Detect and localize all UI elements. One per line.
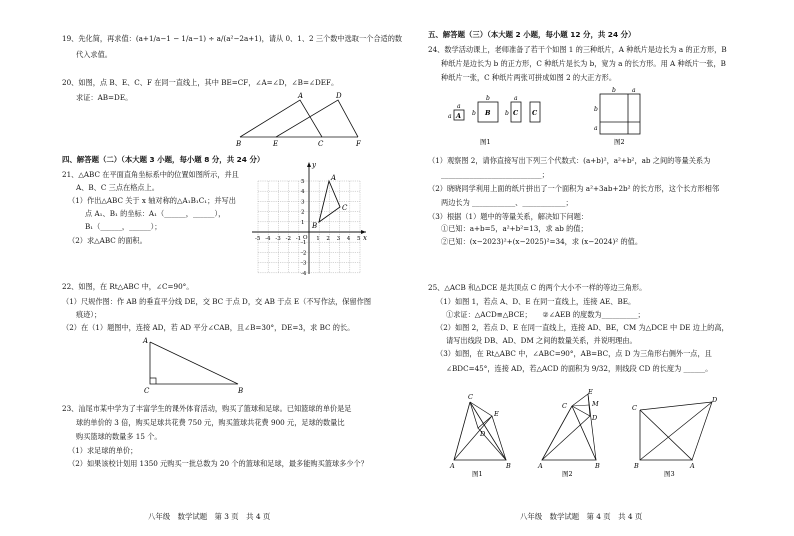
q23-line4: （1）求足球的单价； xyxy=(68,446,138,455)
q24-part3-line2: ①已知：a+b=5，a²+b²=13，求 ab 的值； xyxy=(441,224,588,233)
q24-part2-line1: （2）晓晓同学利用上面的纸片拼出了一个面积为 a²+3ab+2b² 的长方形，这个长方形相邻 xyxy=(428,184,720,193)
grid-x-tick: 1 xyxy=(316,236,320,242)
section-3-heading: 五、解答题（三）（本大题 2 小题，每小题 12 分，共 24 分） xyxy=(428,30,636,39)
grid-y-tick: 2 xyxy=(301,209,305,216)
q22-label-b: B xyxy=(238,387,244,395)
fig3-caption: 图3 xyxy=(664,470,675,478)
grid-x-tick: 4 xyxy=(346,236,351,242)
q20-label-b: B xyxy=(236,140,242,148)
fig1-c: C xyxy=(468,393,473,401)
q19-line2: 代入求值。 xyxy=(76,50,112,59)
q20-label-e: E xyxy=(273,140,279,148)
grid-origin-label: O xyxy=(303,235,308,241)
tile-a: A xyxy=(456,112,462,120)
q20-line1: 20、如图，点 B、E、C、F 在同一直线上，其中 BE=CF，∠A=∠D，∠B=∠DEF。 xyxy=(62,78,339,87)
dim-a-top: a xyxy=(457,103,461,110)
dim-c-top: a xyxy=(514,95,518,102)
q22-line2: （1）尺规作图：作 AB 的垂直平分线 DE，交 BC 于点 D，交 AB 于点 E（不写作法，保留作图 xyxy=(62,297,372,306)
q20-line2: 求证：AB=DE。 xyxy=(76,93,133,102)
q21-line5: B₁（______，______）； xyxy=(85,222,162,231)
q25-line6: （3）如图，在 Rt△ABC 中，∠ABC=90°，AB=BC，点 D 为三角形右侧外一点，且 xyxy=(436,349,712,358)
tile-c2: C xyxy=(532,109,538,117)
q25-line2: （1）如图 1，若点 A、D、E 在同一直线上，连接 AE、BE。 xyxy=(436,297,636,306)
fig2-caption: 图2 xyxy=(562,470,573,478)
q22-line4: （2）在（1）题图中，连接 AD，若 AD 平分∠CAB，且∠B=30°，DE=3，求 BC 的长。 xyxy=(62,323,355,332)
grid-y-tick: 4 xyxy=(301,189,305,196)
tile-b: B xyxy=(485,109,491,117)
q25-line1: 25、△ACB 和△DCE 是共顶点 C 的两个大小不一样的等边三角形。 xyxy=(428,283,647,292)
q25-line5: 请写出线段 DB、AD、DM 之间的数量关系，并说明理由。 xyxy=(446,336,637,345)
fig2-dim-top-b: b xyxy=(612,87,616,94)
grid-y-tick: 5 xyxy=(301,179,305,185)
grid-point-a: A xyxy=(331,174,337,182)
fig1-caption: 图1 xyxy=(472,470,483,478)
fig2-e: E xyxy=(588,388,593,396)
grid-y-tick: -2 xyxy=(301,250,307,257)
dim-b-side: b xyxy=(472,110,476,117)
q24-part3-line3: ②已知：(x−2023)²+(x−2025)²=34，求 (x−2024)² 的值。 xyxy=(441,237,643,246)
fig2-d: D xyxy=(592,414,598,422)
q25-figures xyxy=(450,388,718,480)
q20-label-c: C xyxy=(318,140,324,148)
q23-line1: 23、汕尾市某中学为了丰富学生的课外体育活动，购买了篮球和足球。已知篮球的单价是足 xyxy=(62,404,352,413)
q20-label-d: D xyxy=(336,92,342,100)
grid-x-tick: -5 xyxy=(255,236,261,242)
q22-figure xyxy=(140,336,250,398)
q21-line4: 点 A₁、B₁ 的坐标：A₁（______，______）， xyxy=(85,209,226,218)
q20-figure xyxy=(230,92,370,148)
q24-part3-line1: （3）根据（1）题中的等量关系，解决如下问题： xyxy=(428,212,589,221)
dim-b-top: b xyxy=(486,95,490,102)
section-2-heading: 四、解答题（二）（本大题 3 小题，每小题 8 分，共 24 分） xyxy=(62,155,265,164)
fig1-e: E xyxy=(494,410,499,418)
q21-line1: 21、△ABC 在平面直角坐标系中的位置如图所示，并且 xyxy=(62,170,239,179)
fig3-b: B xyxy=(634,462,639,470)
fig1-caption: 图1 xyxy=(480,138,491,146)
q21-coordinate-grid xyxy=(250,160,370,278)
q24-figures xyxy=(448,87,648,152)
q24-line1: 24、数学活动课上，老师准备了若干个如图 1 的三种纸片，A 种纸片是边长为 a 的正方形，B xyxy=(428,45,727,54)
grid-point-b: B xyxy=(312,222,318,230)
q24-part2-line2: 两边长为 ____________、____________； xyxy=(441,198,573,207)
left-footer: 八年级 数学试题 第 3 页 共 4 页 xyxy=(148,512,271,521)
fig2-dim-top-a: a xyxy=(632,87,636,94)
fig2-caption: 图2 xyxy=(614,138,625,146)
tile-c1: C xyxy=(513,109,519,117)
q23-line2: 球的单价的 3 倍，购买足球共花费 750 元，购买篮球共花费 900 元，足球的数量比 xyxy=(76,418,345,427)
grid-y-tick: 3 xyxy=(301,199,305,206)
q24-line3: 种纸片一张，C 种纸片两张可拼成如图 2 的大正方形。 xyxy=(441,73,617,82)
grid-point-c: C xyxy=(342,204,348,212)
q20-label-a: A xyxy=(298,92,304,100)
q23-line5: （2）如果该校计划用 1350 元购买一批总数为 20 个的篮球和足球，最多能购买篮球多少个？ xyxy=(68,459,368,468)
grid-x-tick: -4 xyxy=(265,236,271,242)
q22-label-c: C xyxy=(144,387,150,395)
fig2-m: M xyxy=(592,400,599,408)
fig1-a: A xyxy=(450,462,455,470)
fig2-a: A xyxy=(538,462,543,470)
q25-line4: （2）如图 2，若点 D、E 在同一直线上，连接 AD、BE，CM 为△DCE 中 DE 边上的高， xyxy=(436,323,729,332)
q25-line3: ①求证：△ACD≌△BCE； ②∠AEB 的度数为__________； xyxy=(446,310,645,319)
q21-line6: （2）求△ABC 的面积。 xyxy=(68,236,147,245)
q22-label-a: A xyxy=(143,337,149,345)
fig3-c: C xyxy=(632,404,637,412)
q20-label-f: F xyxy=(356,140,361,148)
q22-line3: 痕迹）； xyxy=(76,310,102,319)
right-footer: 八年级 数学试题 第 4 页 共 4 页 xyxy=(520,512,643,521)
q19-line1: 19、先化简，再求值：(a+1/a−1 − 1/a−1) ÷ a/(a²−2a+1)，请从 0、1、2 三个数中选取一个合适的数 xyxy=(62,34,403,43)
grid-y-tick: -4 xyxy=(301,270,307,277)
grid-x-label: x xyxy=(363,234,367,242)
grid-x-tick: 5 xyxy=(357,236,361,242)
fig2-dim-a: a xyxy=(594,125,598,132)
fig1-d: D xyxy=(480,430,486,438)
fig1-b: B xyxy=(506,462,511,470)
q21-line3: （1）作出△ABC 关于 x 轴对称的△A₁B₁C₁；并写出 xyxy=(68,196,236,205)
q23-line3: 购买篮球的数量多 15 个。 xyxy=(76,432,162,441)
q21-line2: A、B、C 三点在格点上。 xyxy=(76,183,159,192)
q25-line7: ∠BDC=45°，连接 AD，若△ACD 的面积为 9/32，则线段 CD 的长度为 ______。 xyxy=(446,364,713,373)
q24-line2: 种纸片是边长为 b 的正方形，C 种纸片是长为 b，宽为 a 的长方形。用 A 种纸片一张，B xyxy=(441,59,726,68)
grid-x-tick: -2 xyxy=(285,236,291,242)
q24-part1-line1: （1）观察图 2，请你直接写出下列三个代数式：(a+b)²，a²+b²，ab 之间的等量关系为 xyxy=(428,156,711,165)
fig3-d: D xyxy=(712,396,718,404)
grid-y-label: y xyxy=(312,161,316,169)
fig2-c: C xyxy=(562,402,567,410)
grid-y-tick: 1 xyxy=(301,219,305,226)
grid-x-tick: -1 xyxy=(295,236,302,242)
fig2-b: B xyxy=(595,462,600,470)
fig3-a: A xyxy=(690,462,695,470)
dim-a-side: a xyxy=(448,113,452,120)
fig2-dim-b: b xyxy=(594,106,598,113)
grid-y-tick: -1 xyxy=(301,240,307,247)
grid-x-tick: 3 xyxy=(336,236,341,242)
grid-y-tick: -3 xyxy=(301,260,307,267)
q22-line1: 22、如图，在 Rt△ABC 中，∠C=90°。 xyxy=(62,282,194,291)
dim-c-side: b xyxy=(505,110,509,117)
q24-part1-line2: ____________________________； xyxy=(441,170,549,179)
grid-x-tick: 2 xyxy=(326,236,330,242)
grid-x-tick: -3 xyxy=(275,236,281,242)
